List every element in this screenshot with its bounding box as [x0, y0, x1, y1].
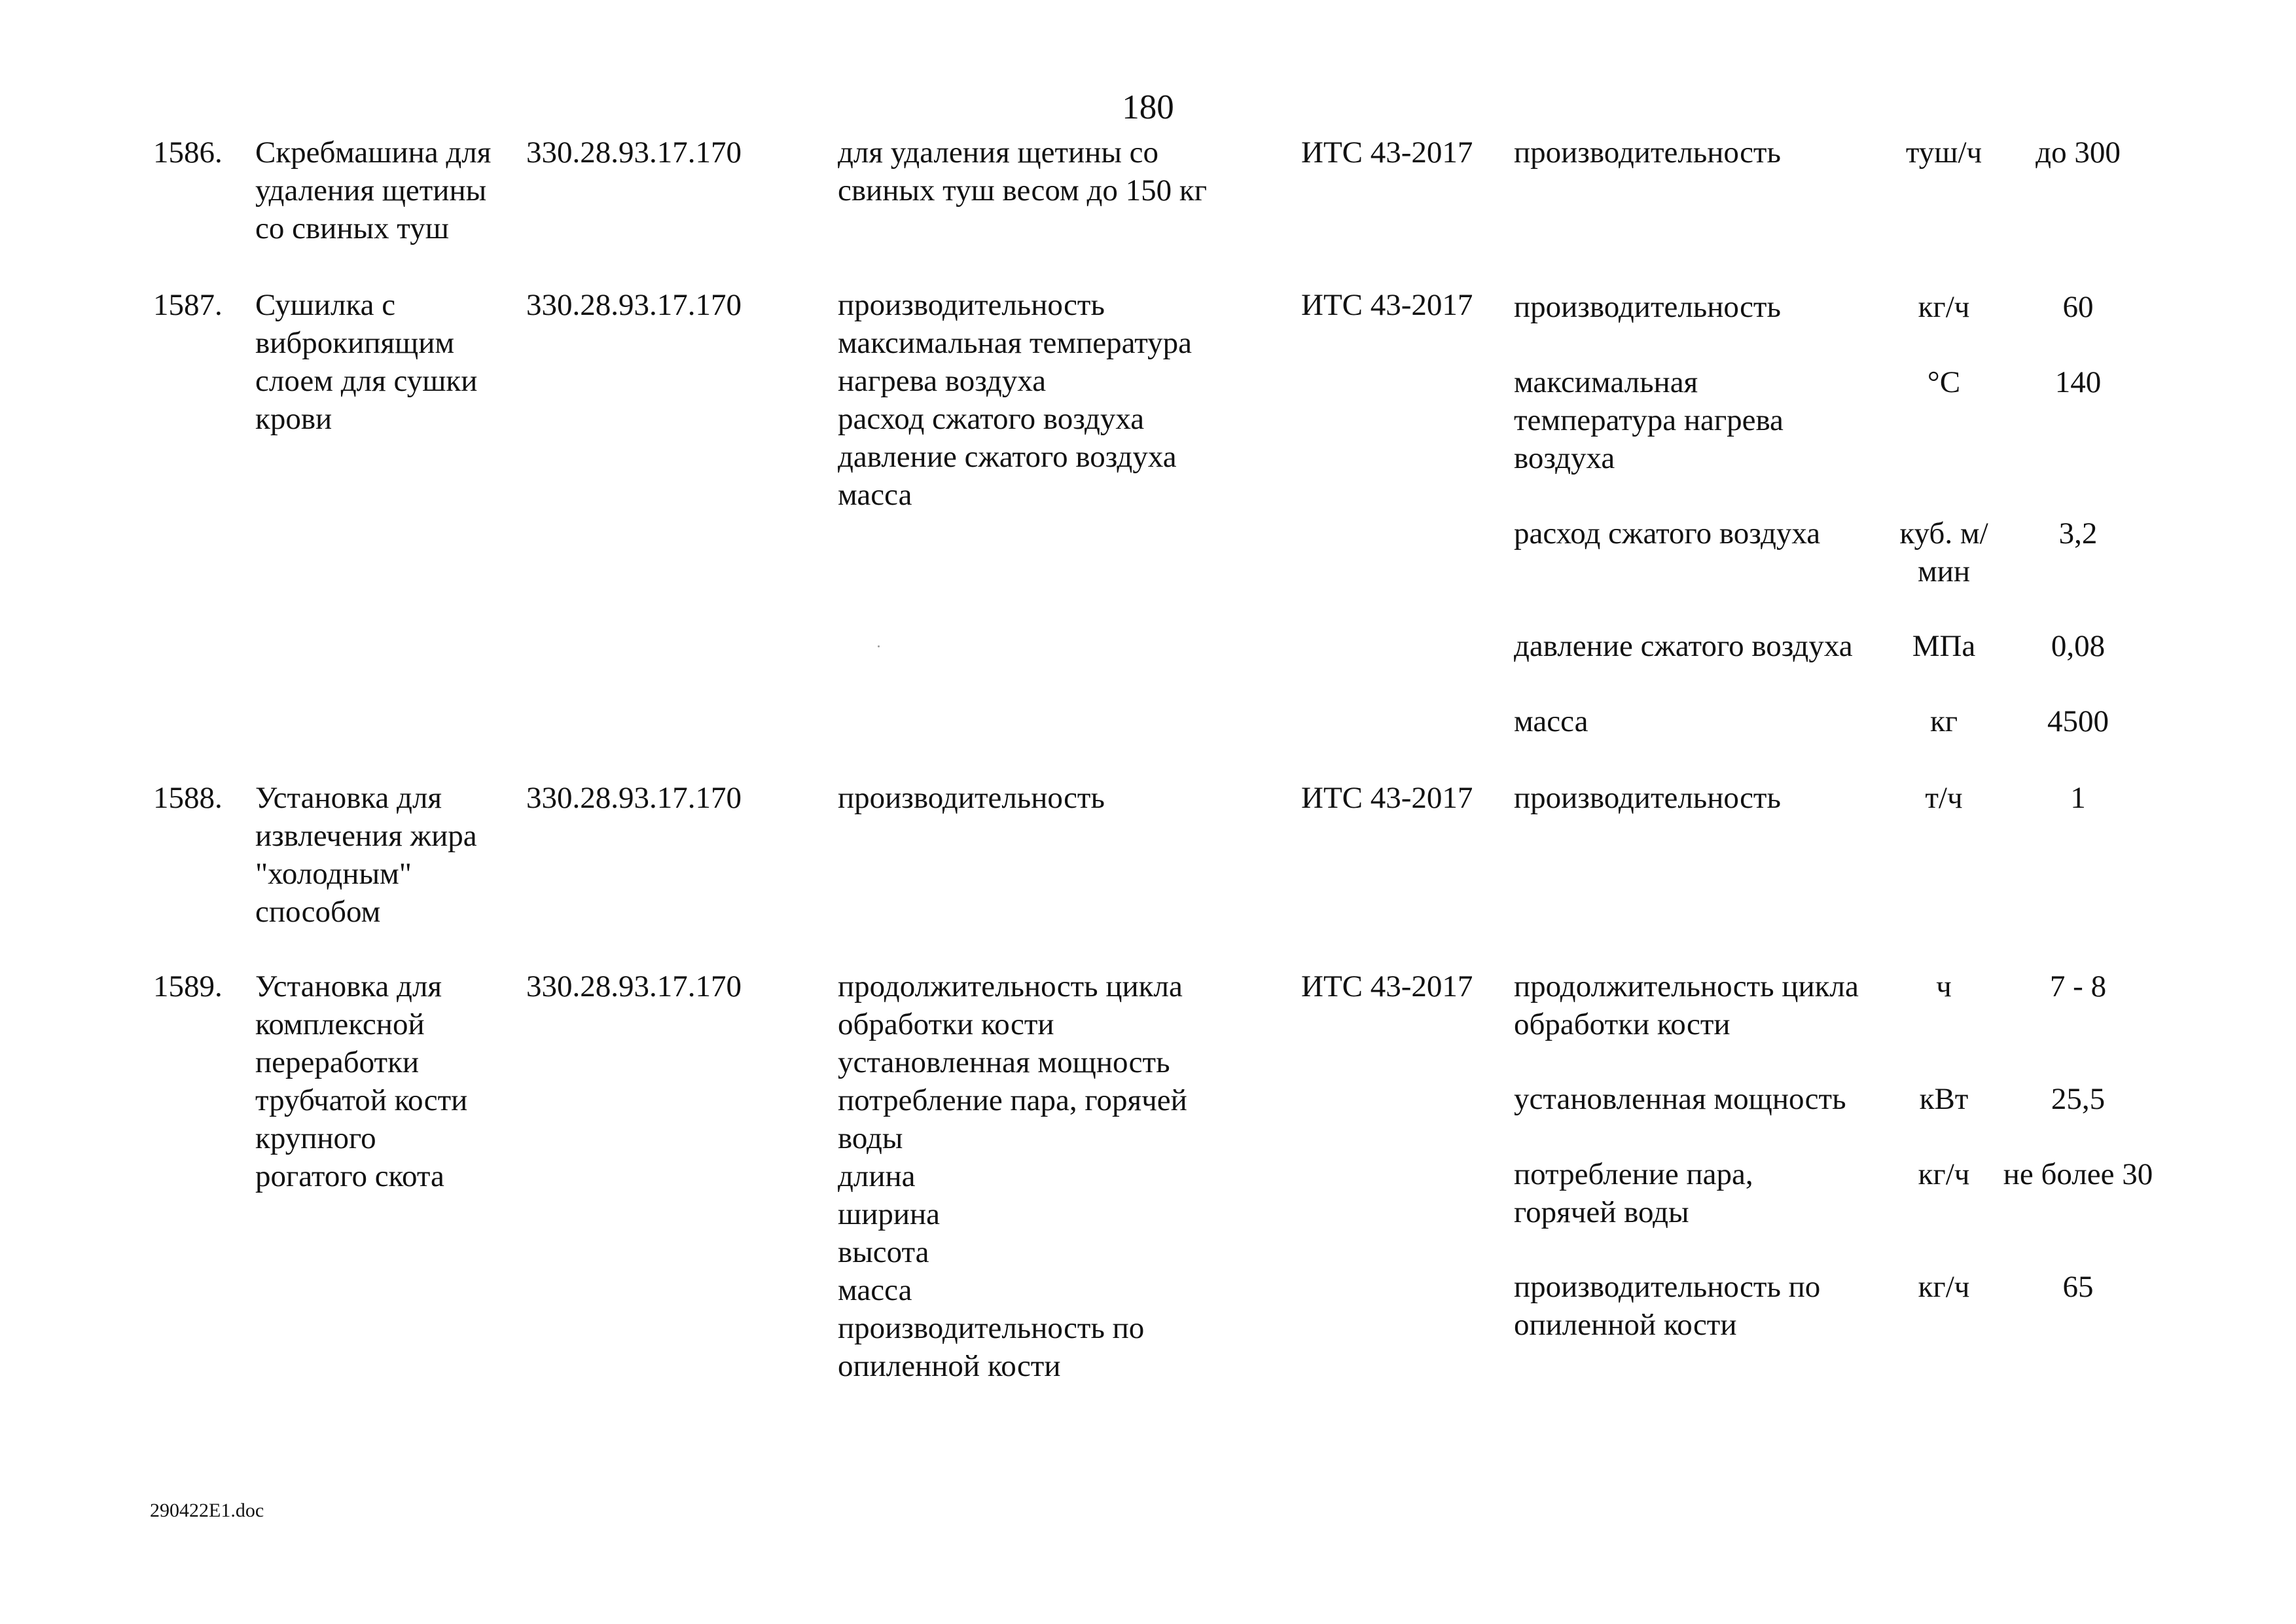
parameter-name: максимальная температура нагрева воздуха — [1514, 365, 1784, 475]
row-number: 1588. — [153, 781, 223, 815]
parameter-name: давление сжатого воздуха — [1514, 629, 1853, 663]
parameter-value: 25,5 — [2051, 1082, 2106, 1116]
equipment-name: Установка для извлечения жира "холодным" способом — [255, 781, 477, 929]
parameter-name: производительность — [1514, 781, 1781, 815]
parameter-unit: кг — [1929, 704, 1958, 738]
its-standard: ИТС 43-2017 — [1301, 781, 1473, 815]
parameter-name: расход сжатого воздуха — [1514, 516, 1821, 550]
parameter-name: продолжительность цикла обработки кости — [1514, 969, 1859, 1041]
equipment-name: Сушилка с виброкипящим слоем для сушки крови — [255, 288, 478, 436]
row-number: 1586. — [153, 135, 223, 170]
equipment-description: производительность максимальная температура нагрева воздуха расход сжатого воздуха давление сжатого воздуха масса — [838, 288, 1193, 512]
parameter-unit: куб. м/ мин — [1899, 516, 1988, 588]
row-number: 1589. — [153, 969, 223, 1003]
document-filename: 290422E1.doc — [150, 1500, 264, 1521]
parameter-name: установленная мощность — [1514, 1082, 1846, 1116]
parameter-unit: кг/ч — [1918, 290, 1970, 324]
parameter-value: 0,08 — [2051, 629, 2106, 663]
parameter-name: производительность — [1514, 290, 1781, 324]
okpd-code: 330.28.93.17.170 — [526, 135, 742, 170]
its-standard: ИТС 43-2017 — [1301, 135, 1473, 170]
okpd-code: 330.28.93.17.170 — [526, 288, 742, 322]
parameter-unit: кг/ч — [1918, 1157, 1970, 1191]
parameter-value: 7 - 8 — [2049, 969, 2107, 1003]
parameter-name: производительность — [1514, 135, 1781, 170]
page-number: 180 — [1122, 88, 1174, 126]
parameter-value: 60 — [2062, 290, 2094, 324]
equipment-description: продолжительность цикла обработки кости установленная мощность потребление пара, горячей воды длина ширина высота масса производительность по опиленной кости — [838, 969, 1187, 1383]
parameter-value: 3,2 — [2058, 516, 2098, 550]
equipment-description: производительность — [838, 781, 1105, 815]
its-standard: ИТС 43-2017 — [1301, 288, 1473, 322]
parameter-unit: кг/ч — [1918, 1270, 1970, 1304]
parameter-unit: кВт — [1919, 1082, 1969, 1116]
parameter-unit: туш/ч — [1905, 135, 1982, 170]
parameter-value: до 300 — [2036, 135, 2121, 170]
parameter-value: 140 — [2054, 365, 2102, 399]
equipment-description: для удаления щетины со свиных туш весом до 150 кг — [838, 135, 1207, 208]
equipment-name: Скребмашина для удаления щетины со свиных туш — [255, 135, 492, 245]
parameter-name: потребление пара, горячей воды — [1514, 1157, 1753, 1229]
parameter-unit: МПа — [1912, 629, 1976, 663]
its-standard: ИТС 43-2017 — [1301, 969, 1473, 1003]
parameter-unit: °С — [1927, 365, 1961, 399]
scan-speck — [878, 645, 880, 647]
row-number: 1587. — [153, 288, 223, 322]
okpd-code: 330.28.93.17.170 — [526, 781, 742, 815]
parameter-value: 1 — [2070, 781, 2086, 815]
parameter-unit: ч — [1936, 969, 1952, 1003]
equipment-name: Установка для комплексной переработки трубчатой кости крупного рогатого скота — [255, 969, 468, 1193]
parameter-value: 4500 — [2047, 704, 2109, 738]
parameter-value: не более 30 — [2003, 1157, 2153, 1191]
parameter-value: 65 — [2062, 1270, 2094, 1304]
okpd-code: 330.28.93.17.170 — [526, 969, 742, 1003]
parameter-name: производительность по опиленной кости — [1514, 1270, 1821, 1342]
parameter-name: масса — [1514, 704, 1588, 738]
parameter-unit: т/ч — [1925, 781, 1963, 815]
